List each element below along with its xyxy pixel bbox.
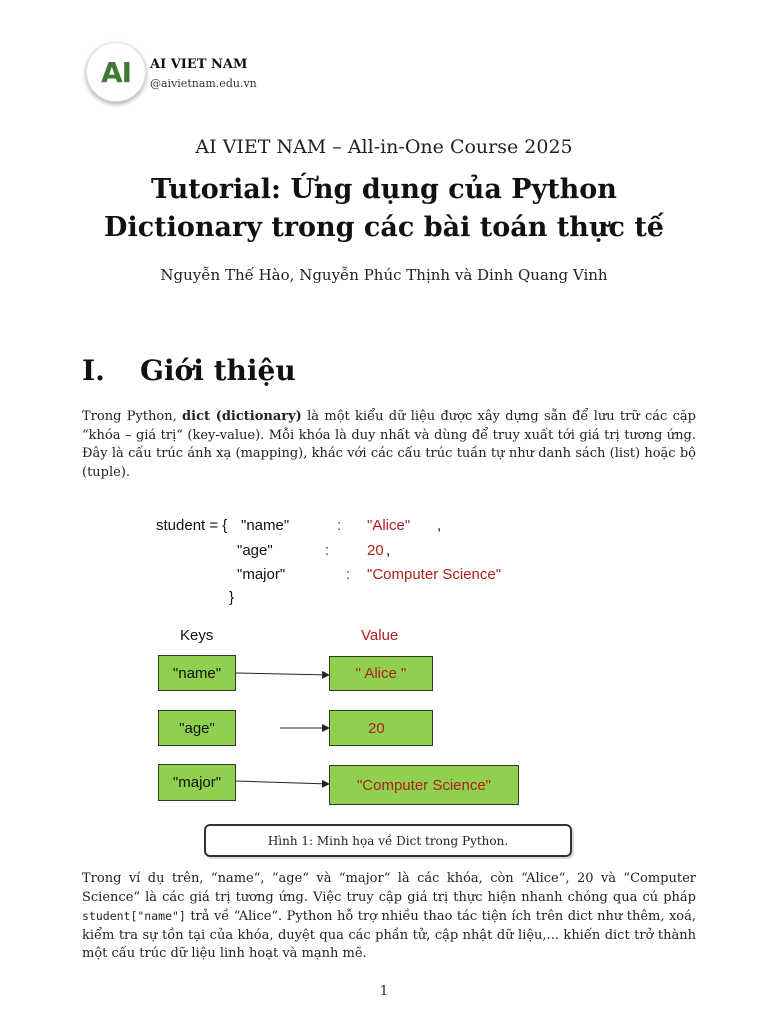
code-comma-2: , xyxy=(386,542,391,559)
title-line-2: Dictionary trong các bài toán thực tế xyxy=(104,212,664,243)
para1-bold-term: dict (dictionary) xyxy=(182,409,302,424)
code-key-name: "name" xyxy=(241,517,290,534)
code-key-age: "age" xyxy=(237,542,273,559)
code-key-major: "major" xyxy=(237,566,286,583)
keys-label: Keys xyxy=(180,627,214,644)
figure-caption: Hình 1: Minh họa về Dict trong Python. xyxy=(204,824,572,857)
org-url: @aivietnam.edu.vn xyxy=(150,77,257,90)
para2-text-start: Trong ví dụ trên, “name“, “age“ và “major“ là các khóa, còn “Alice“, 20 và “Computer Science“ là các giá trị tương ứng. Việc truy cập giá trị thực hiện nhanh chóng qua cú pháp xyxy=(82,871,696,905)
section-number: I. xyxy=(82,354,105,387)
value-box-alice: " Alice " xyxy=(329,656,433,691)
logo-mark: AI xyxy=(100,55,132,89)
title-line-1: Tutorial: Ứng dụng của Python xyxy=(151,174,617,205)
arrow-name xyxy=(236,673,329,675)
key-box-major: "major" xyxy=(158,764,236,801)
arrow-major xyxy=(236,781,329,784)
code-value-alice: "Alice" xyxy=(367,517,411,534)
org-name: AI VIET NAM xyxy=(150,57,248,72)
explanation-paragraph xyxy=(82,870,696,964)
value-box-age: 20 xyxy=(329,710,433,746)
course-name: AI VIET NAM – All-in-One Course 2025 xyxy=(195,136,573,158)
para2-text-end: trả về “Alice“. Python hỗ trợ nhiều thao tác tiện ích trên dict như thêm, xoá, kiểm tra sự tồn tại của khóa, duyệt qua các phần tử, cập nhật dữ liệu,... khiến dict trở thành một cấu trúc dữ liệu linh hoạt và mạnh mẽ. xyxy=(82,909,696,961)
code-value-age: 20 xyxy=(367,542,384,559)
para1-text-end: là một kiểu dữ liệu được xây dựng sẵn để lưu trữ các cặp “khóa – giá trị“ (key-value). Mỗi khóa là duy nhất và dùng để truy xuất tới giá trị tương ứng. Đây là cấu trúc ánh xạ (mapping), khác với các cấu trúc tuần tự như danh sách (list) hoặc bộ (tuple). xyxy=(82,409,696,480)
page-number: 1 xyxy=(379,984,389,999)
code-value-major: "Computer Science" xyxy=(367,566,502,583)
code-prefix: student = { xyxy=(156,517,228,534)
code-comma-1: , xyxy=(437,517,442,534)
section-title: Giới thiệu xyxy=(140,354,296,387)
key-box-age: "age" xyxy=(158,710,236,746)
para2-inline-code: student["name"] xyxy=(82,909,186,923)
value-label: Value xyxy=(361,627,399,644)
code-close-brace: } xyxy=(229,589,235,606)
code-colon-3: : xyxy=(346,566,351,583)
authors: Nguyễn Thế Hào, Nguyễn Phúc Thịnh và Dinh Quang Vinh xyxy=(160,266,608,284)
para1-text-start: Trong Python, xyxy=(82,409,183,424)
code-colon-1: : xyxy=(337,517,342,534)
value-box-major: "Computer Science" xyxy=(329,765,519,805)
key-box-name: "name" xyxy=(158,655,236,691)
code-colon-2: : xyxy=(325,542,330,559)
